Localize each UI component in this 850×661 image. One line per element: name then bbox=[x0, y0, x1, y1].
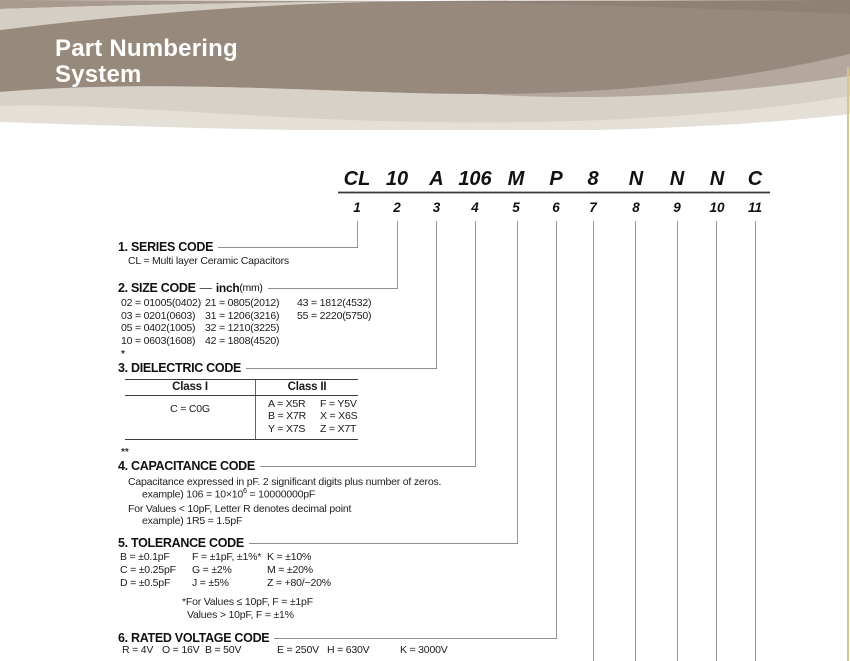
tolerance-cell: F = ±1pF, ±1%* bbox=[192, 551, 262, 563]
position-number-4: 4 bbox=[471, 200, 479, 215]
part-code-3: A bbox=[429, 168, 444, 190]
voltage-code: H = 630V bbox=[327, 644, 370, 656]
class2-values bbox=[255, 396, 358, 439]
size-cell: 55 = 2220(5750) bbox=[297, 309, 372, 322]
section-size-heading bbox=[118, 281, 398, 296]
capacitance-example2: example) 1R5 = 1.5pF bbox=[142, 515, 243, 527]
tolerance-cell: J = ±5% bbox=[192, 577, 229, 590]
size-cell: 10 = 0603(1608) bbox=[121, 334, 196, 347]
position-number-8: 8 bbox=[632, 200, 640, 215]
voltage-heading-label: 6. RATED VOLTAGE CODE bbox=[118, 631, 270, 645]
part-code-9: N bbox=[669, 168, 685, 190]
position-number-9: 9 bbox=[673, 200, 681, 215]
size-cell: 43 = 1812(4532) bbox=[297, 297, 372, 309]
class2-cell: B = X7R bbox=[268, 410, 306, 423]
class2-row bbox=[268, 423, 358, 435]
part-code-4: 106 bbox=[458, 168, 492, 190]
part-code-2: 10 bbox=[385, 168, 409, 190]
part-code-6: P bbox=[549, 168, 563, 190]
size-unit-inch: inch bbox=[215, 281, 240, 295]
tolerance-cell: B = ±0.1pF bbox=[120, 551, 170, 563]
tolerance-code-table bbox=[120, 551, 331, 591]
capacitance-example1-exponent: 6 bbox=[243, 488, 247, 495]
size-cell: 42 = 1808(4520) bbox=[205, 334, 280, 347]
size-cell-empty bbox=[297, 335, 371, 348]
part-code-5: M bbox=[507, 168, 525, 190]
part-code-1: CL bbox=[343, 168, 371, 190]
voltage-leader-line bbox=[274, 638, 556, 639]
page-title-line2: System bbox=[55, 61, 142, 88]
capacitance-heading-label: 4. CAPACITANCE CODE bbox=[118, 459, 255, 473]
position-number-6: 6 bbox=[552, 200, 560, 215]
tolerance-cell: K = ±10% bbox=[267, 551, 312, 563]
class2-cell: F = Y5V bbox=[320, 398, 357, 410]
size-heading-label: 2. SIZE CODE bbox=[118, 281, 196, 295]
tolerance-cell: Z = +80/−20% bbox=[267, 577, 331, 590]
voltage-code: O = 16V bbox=[162, 644, 200, 656]
class1-header: Class I bbox=[172, 381, 208, 393]
size-cell: 02 = 01005(0402) bbox=[121, 297, 201, 309]
tolerance-cell: M = ±20% bbox=[267, 564, 313, 577]
capacitance-example1-suffix: = 10000000pF bbox=[246, 488, 316, 501]
part-code-7: 8 bbox=[587, 168, 599, 190]
capacitance-line2: For Values < 10pF, Letter R denotes decimal point bbox=[128, 503, 352, 515]
position-number-7: 7 bbox=[589, 200, 597, 215]
position-number-11: 11 bbox=[747, 200, 762, 215]
class1-value: C = C0G bbox=[170, 403, 210, 415]
series-description: CL = Multi layer Ceramic Capacitors bbox=[128, 255, 289, 267]
section-series-heading bbox=[118, 240, 358, 255]
capacitance-leader-line bbox=[260, 466, 476, 467]
part-code-8: N bbox=[628, 168, 644, 190]
voltage-code: K = 3000V bbox=[400, 644, 448, 656]
size-cell: 05 = 0402(1005) bbox=[121, 322, 196, 335]
size-cell: 31 = 1206(3216) bbox=[205, 309, 280, 322]
position-number-2: 2 bbox=[393, 200, 401, 215]
capacitance-note-mark: ** bbox=[121, 447, 129, 458]
size-leader-line bbox=[268, 288, 398, 289]
dielectric-class-table bbox=[125, 379, 358, 440]
tolerance-cell: D = ±0.5pF bbox=[120, 577, 171, 590]
size-cell: 21 = 0805(2012) bbox=[205, 297, 280, 309]
size-cell: 03 = 0201(0603) bbox=[121, 309, 196, 322]
class2-row bbox=[268, 398, 358, 410]
capacitance-example1-prefix: example) 106 = 10×10 bbox=[142, 488, 244, 501]
tolerance-leader-line bbox=[249, 543, 518, 544]
class2-cell: X = X6S bbox=[320, 410, 358, 423]
voltage-code: B = 50V bbox=[205, 644, 242, 656]
tolerance-footnote1: *For Values ≤ 10pF, F = ±1pF bbox=[182, 596, 313, 608]
class2-header: Class II bbox=[255, 380, 358, 395]
size-code-table bbox=[121, 297, 371, 347]
section-tolerance-heading bbox=[118, 536, 518, 551]
dielectric-heading-label: 3. DIELECTRIC CODE bbox=[118, 361, 242, 375]
size-cell-empty bbox=[297, 322, 371, 335]
dielectric-table-header bbox=[125, 380, 358, 396]
dielectric-note-mark: * bbox=[121, 349, 125, 360]
voltage-code: R = 4V bbox=[122, 644, 154, 656]
capacitance-example1 bbox=[142, 488, 315, 501]
tolerance-heading-label: 5. TOLERANCE CODE bbox=[118, 536, 244, 550]
part-code-11: C bbox=[747, 168, 763, 190]
class2-cell: A = X5R bbox=[268, 398, 306, 410]
section-capacitance-heading bbox=[118, 459, 476, 474]
page-title-line1: Part Numbering bbox=[55, 35, 238, 62]
series-heading-label: 1. SERIES CODE bbox=[118, 240, 214, 254]
class2-row bbox=[268, 410, 358, 422]
tolerance-cell: G = ±2% bbox=[192, 564, 232, 577]
position-number-5: 5 bbox=[512, 200, 520, 215]
series-leader-line bbox=[218, 247, 357, 248]
part-code-10: N bbox=[709, 168, 725, 190]
position-number-10: 10 bbox=[709, 200, 725, 215]
class2-cell: Z = X7T bbox=[320, 422, 357, 435]
position-number-3: 3 bbox=[432, 200, 441, 215]
tolerance-footnote2: Values > 10pF, F = ±1% bbox=[187, 609, 294, 621]
class2-cell: Y = X7S bbox=[268, 422, 306, 435]
dielectric-leader-line bbox=[246, 368, 436, 369]
section-dielectric-heading bbox=[118, 361, 437, 376]
size-heading-dash: — bbox=[199, 281, 212, 295]
voltage-code: E = 250V bbox=[277, 644, 319, 656]
capacitance-line1: Capacitance expressed in pF. 2 significant digits plus number of zeros. bbox=[128, 476, 442, 488]
size-cell: 32 = 1210(3225) bbox=[205, 322, 280, 335]
tolerance-cell: C = ±0.25pF bbox=[120, 564, 176, 577]
dielectric-table-body bbox=[125, 396, 358, 439]
size-unit-mm: (mm) bbox=[239, 282, 263, 294]
position-number-1: 1 bbox=[353, 200, 361, 215]
